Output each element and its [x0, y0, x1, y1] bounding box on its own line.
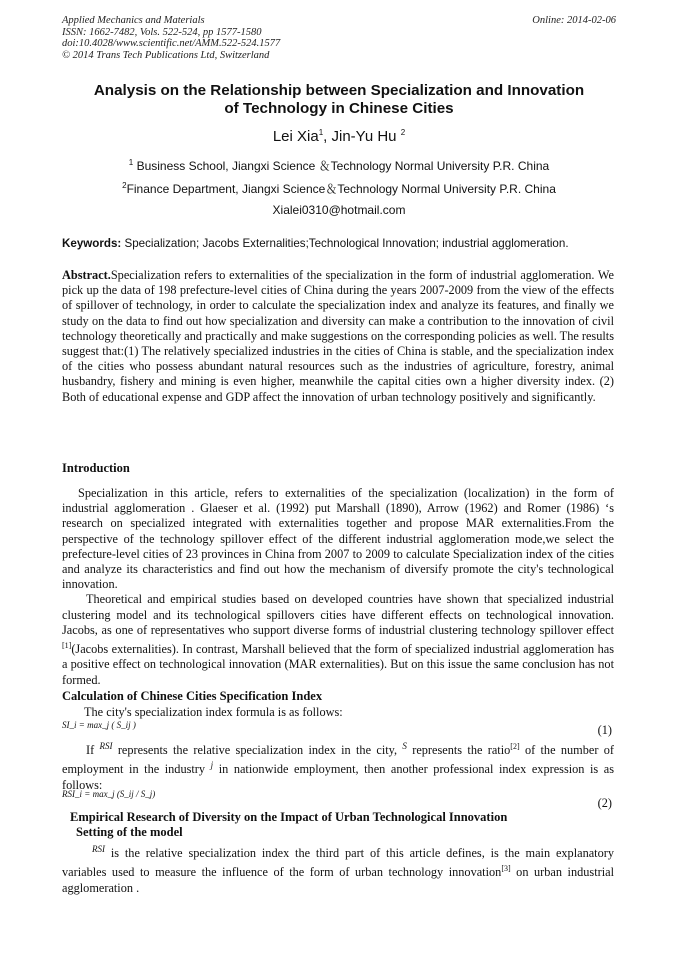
j-symbol: j — [210, 760, 214, 771]
empirical-paragraph — [62, 842, 614, 896]
keywords-label: Keywords: — [62, 237, 122, 250]
rsi-ij-symbol: RSI — [92, 844, 105, 854]
calc-text-4: in nationwide employment, then another professional index expression is as follows: — [62, 762, 615, 792]
author-1-affil: 1 — [318, 128, 324, 137]
authors — [62, 128, 616, 145]
keywords-text: Specialization; Jacobs Externalities;Technological Innovation; industrial agglomeration. — [121, 237, 569, 250]
intro-p2-b: (Jacobs externalities). In contrast, Marshall believed that the form of specialized industrial agglomeration has a positive effect on technological innovation (MAR externalities). But on this issue the same conclusion has not formed. — [62, 642, 614, 687]
issn: ISSN: 1662-7482, Vols. 522-524, pp 1577-1580 — [62, 26, 262, 38]
calc-text-1: represents the relative specialization index in the city, — [112, 743, 403, 758]
citation-1: [1] — [62, 641, 72, 651]
title-line-1: Analysis on the Relationship between Specialization and Innovation — [93, 82, 585, 99]
equation-number-1: (1) — [597, 723, 612, 737]
affiliation-1-mark: 1 — [128, 158, 134, 167]
equation-number-2: (2) — [597, 796, 612, 810]
intro-heading: Introduction — [62, 461, 130, 475]
calc-paragraph — [62, 739, 614, 793]
journal-header — [62, 15, 280, 61]
abstract-text: Specialization refers to externalities of the specialization in the form of industrial agglomeration. We pick up the data of 198 prefecture-level cities of China during the years 2007-2009 from the view of the effects of spillover of technology, in order to calculate the specialization index and analyze its features, and finally we study on the data to find out how specialization and diversity can make a contribution to the innovation of civil technology theoretically and practically and make suggestions on the corresponding policies as well. The results suggest that:(1) The relatively specialized industries in the cities of China is stable, and the specialization index of the cities who possess abundant natural resources such as the industries of agriculture, forestry, animal husbandry, fishery and mining is even higher, meanwhile the capital cities own a higher diversity index. (2) Both of educational expense and GDP affect the innovation of urban technology positively and significantly. — [62, 268, 614, 404]
empirical-text-b: on urban industrial agglomeration . — [62, 865, 614, 895]
author-1: Lei Xia — [272, 128, 319, 145]
intro-paragraph-1: Specialization in this article, refers to externalities of the specialization (localization) in the form of industrial agglomeration . Glaeser et al. (1992) put Marshall (1890), Arrow (1962) and Romer (1986) ‘s research on specialized integrated with externalities together and propose MAR externalities.From the perspective of the technology spillover effect of the different industrial agglomeration mode,we select the prefecture-level cities of 23 provinces in China from 2007 to 2009 to calculate Specialization index of the cities and analyze its characteristics and find out how the mechanism of diversify promote the city's technological innovation. — [62, 486, 614, 592]
formula-1: SI_i = max_j ( S_ij ) — [62, 720, 136, 730]
calc-intro-line: The city's specialization index formula is as follows: — [84, 705, 343, 719]
abstract — [62, 268, 614, 405]
calc-if: If — [86, 743, 100, 758]
affiliation-1 — [62, 157, 616, 174]
s-symbol: S — [402, 741, 407, 751]
affiliation-2 — [62, 180, 616, 197]
doi: doi:10.4028/www.scientific.net/AMM.522-524.1577 — [62, 38, 281, 49]
citation-3: [3] — [501, 864, 511, 874]
empirical-heading: Empirical Research of Diversity on the Impact of Urban Technological Innovation — [70, 810, 508, 824]
intro-paragraph-2 — [62, 592, 614, 687]
model-subheading: Setting of the model — [76, 825, 183, 839]
affiliation-2-mark: 2 — [122, 181, 127, 190]
author-2-affil: 2 — [400, 128, 406, 137]
author-email: Xialei0310@hotmail.com — [272, 203, 406, 217]
intro-body — [62, 486, 614, 688]
journal-name: Applied Mechanics and Materials — [62, 15, 205, 26]
calc-heading: Calculation of Chinese Cities Specification Index — [62, 689, 323, 703]
intro-p2-a: Theoretical and empirical studies based on developed countries have shown that specialized industrial clustering model and its technological spillovers cities have different effects on technological innovation. Jacobs, as one of representatives who support diverse forms of industrial clustering technology spillover effect — [62, 592, 614, 637]
affiliation-2-text: Finance Department, Jiangxi Science＆Technology Normal University P.R. China — [126, 182, 556, 196]
online-date: Online: 2014-02-06 — [532, 15, 616, 26]
empirical-text-a: is the relative specialization index the third part of this article defines, is the main explanatory variables used to measure the influence of the form of urban technology innovation — [62, 846, 614, 880]
calc-text-3: of the number of employment in the industry — [62, 743, 614, 777]
paper-title — [62, 82, 616, 118]
keywords — [62, 237, 622, 250]
abstract-label: Abstract. — [62, 268, 111, 282]
citation-2: [2] — [510, 742, 520, 751]
author-separator: , Jin-Yu Hu — [323, 128, 401, 145]
calc-text-2: represents the ratio — [406, 743, 511, 758]
rsi-symbol: RSI — [99, 741, 113, 751]
affiliation-1-text: Business School, Jiangxi Science ＆Technology Normal University P.R. China — [133, 159, 550, 173]
formula-2: RSI_i = max_j (S_ij / S_j) — [62, 789, 156, 799]
copyright: © 2014 Trans Tech Publications Ltd, Switzerland — [62, 49, 270, 61]
title-line-2: of Technology in Chinese Cities — [224, 100, 454, 117]
